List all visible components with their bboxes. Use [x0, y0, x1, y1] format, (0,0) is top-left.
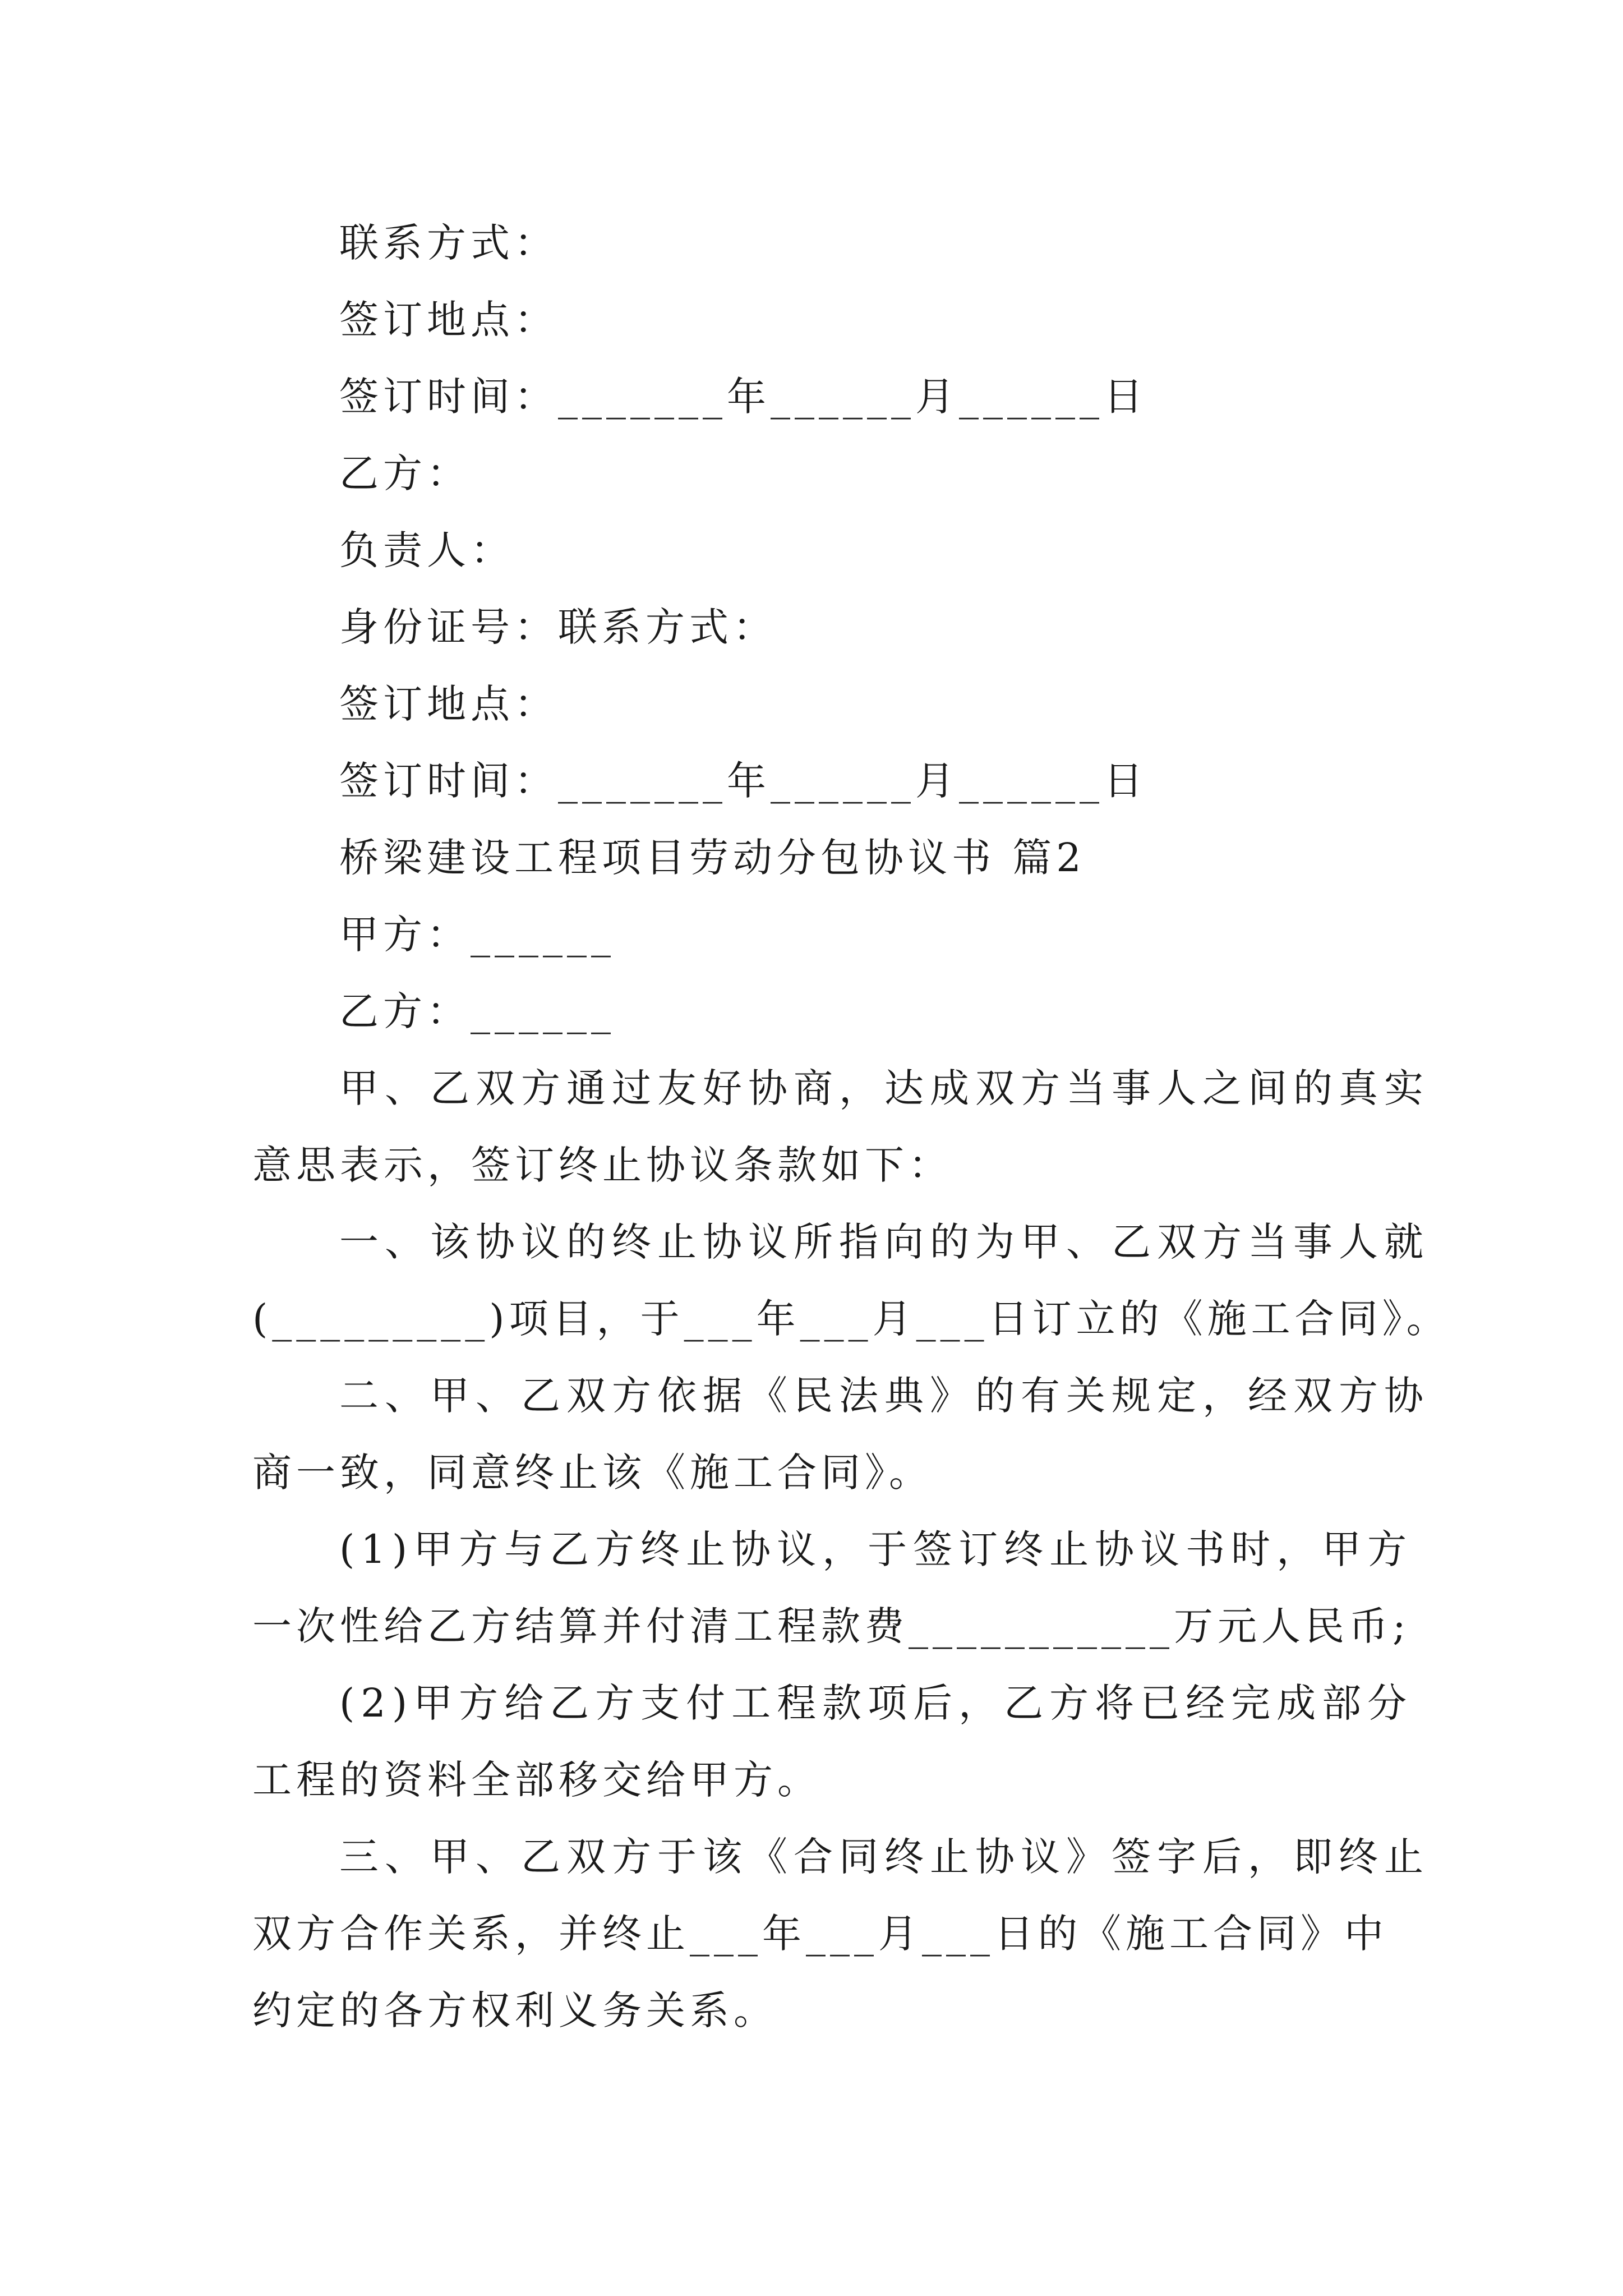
signing-place-line: 签订地点：: [339, 681, 558, 727]
document-body: [252, 205, 1450, 2049]
contact-line: 联系方式：: [339, 220, 558, 266]
subclause-1-line: 一次性给乙方结算并付清工程款费___________万元人民币;: [252, 1603, 1410, 1649]
subclause-2-line: 工程的资料全部移交给甲方。: [252, 1757, 821, 1803]
signing-date-line: 签订时间：_______年______月______日: [339, 758, 1147, 804]
responsible-person-line: 负责人：: [339, 527, 514, 573]
clause-2-line: 商一致，同意终止该《施工合同》。: [252, 1450, 933, 1496]
id-contact-line: 身份证号：联系方式：: [339, 604, 777, 650]
clause-3-line: 双方合作关系，并终止___年___月___日的《施工合同》中: [252, 1911, 1388, 1957]
subclause-2-line: (2)甲方给乙方支付工程款项后，乙方将已经完成部分: [339, 1680, 1413, 1726]
clause-3-line: 约定的各方权利义务关系。: [252, 1987, 777, 2033]
clause-2-line: 二、甲、乙双方依据《民法典》的有关规定，经双方协: [339, 1373, 1430, 1419]
subclause-1-line: (1)甲方与乙方终止协议，于签订终止协议书时，甲方: [339, 1526, 1413, 1572]
party-b-line: 乙方：______: [339, 988, 615, 1034]
party-a-line: 甲方：______: [339, 912, 615, 958]
paragraph-line: 甲、乙双方通过友好协商，达成双方当事人之间的真实: [339, 1065, 1430, 1111]
paragraph-line: 意思表示，签订终止协议条款如下：: [252, 1142, 952, 1188]
clause-3-line: 三、甲、乙双方于该《合同终止协议》签字后，即终止: [339, 1834, 1430, 1880]
section-title: 桥梁建设工程项目劳动分包协议书 篇2: [339, 835, 1086, 881]
clause-1-line: 一、该协议的终止协议所指向的为甲、乙双方当事人就: [339, 1219, 1430, 1265]
party-b-line: 乙方：: [339, 450, 471, 496]
clause-1-line: (_________)项目，于___年___月___日订立的《施工合同》。: [252, 1296, 1450, 1342]
signing-place-line: 签订地点：: [339, 297, 558, 343]
signing-date-line: 签订时间：_______年______月______日: [339, 374, 1147, 420]
